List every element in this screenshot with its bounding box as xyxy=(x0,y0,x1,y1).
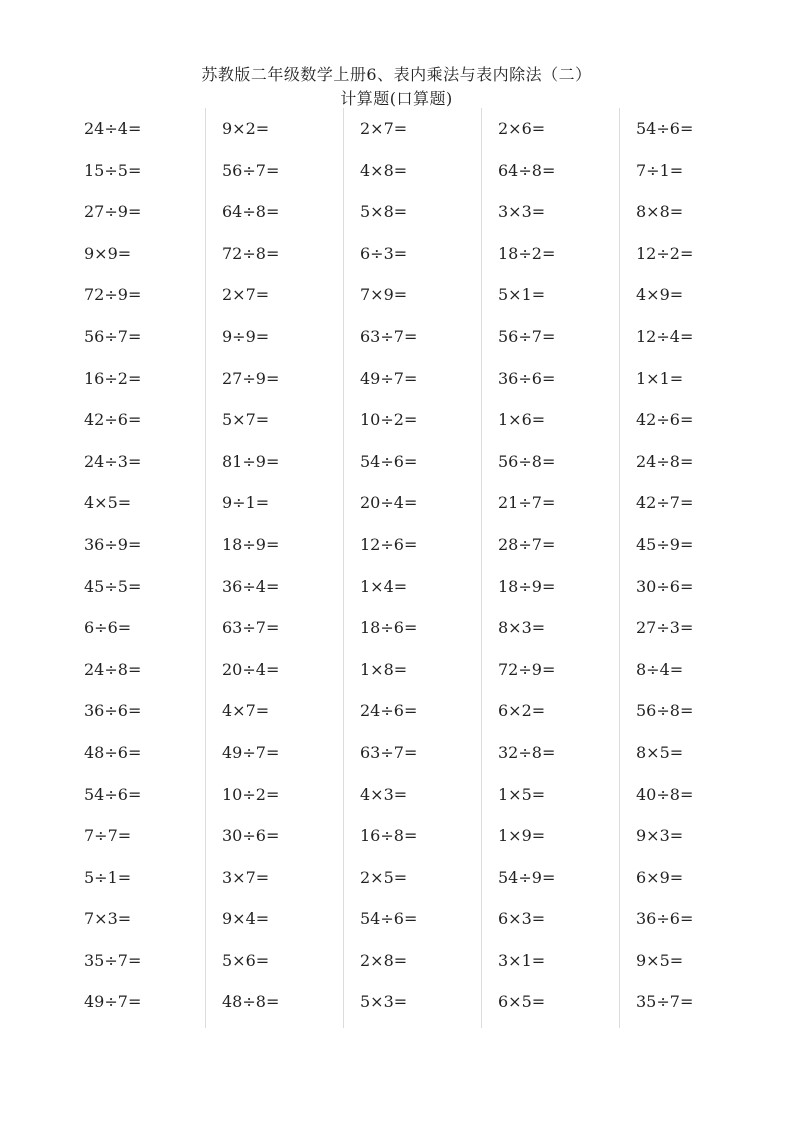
problem-item: 3×7= xyxy=(222,867,270,887)
problem-item: 1×9= xyxy=(498,826,546,846)
problem-item: 1×8= xyxy=(360,659,408,679)
problem-item: 24÷8= xyxy=(84,659,142,679)
problem-item: 2×5= xyxy=(360,867,408,887)
problem-item: 1×1= xyxy=(636,368,684,388)
problem-item: 54÷6= xyxy=(360,451,418,471)
problem-item: 18÷9= xyxy=(222,534,280,554)
problem-item: 4×7= xyxy=(222,701,270,721)
problem-item: 54÷6= xyxy=(84,784,142,804)
problem-column-1 xyxy=(68,108,206,1028)
problem-item: 6÷6= xyxy=(84,618,132,638)
problem-item: 30÷6= xyxy=(222,826,280,846)
problem-item: 32÷8= xyxy=(498,742,556,762)
problem-item: 42÷7= xyxy=(636,493,694,513)
problem-item: 8×8= xyxy=(636,202,684,222)
problem-item: 9×3= xyxy=(636,826,684,846)
problem-item: 40÷8= xyxy=(636,784,694,804)
problem-item: 64÷8= xyxy=(222,202,280,222)
problem-item: 5×1= xyxy=(498,285,546,305)
problem-item: 36÷4= xyxy=(222,576,280,596)
problem-item: 6×2= xyxy=(498,701,546,721)
problem-item: 35÷7= xyxy=(636,992,694,1012)
problem-item: 2×6= xyxy=(498,119,546,138)
problem-item: 42÷6= xyxy=(84,410,142,430)
problem-item: 3×1= xyxy=(498,950,546,970)
problem-item: 24÷3= xyxy=(84,451,142,471)
page-title: 苏教版二年级数学上册6、表内乘法与表内除法（二） xyxy=(201,65,592,84)
problem-item: 72÷9= xyxy=(498,659,556,679)
problem-item: 36÷9= xyxy=(84,534,142,554)
problem-item: 72÷9= xyxy=(84,285,142,305)
problem-item: 10÷2= xyxy=(360,410,418,430)
problem-item: 20÷4= xyxy=(222,659,280,679)
problem-item: 28÷7= xyxy=(498,534,556,554)
problem-item: 2×7= xyxy=(222,285,270,305)
problem-item: 12÷2= xyxy=(636,243,694,263)
problem-item: 5×6= xyxy=(222,950,270,970)
problem-item: 4×9= xyxy=(636,285,684,305)
problem-item: 5×3= xyxy=(360,992,408,1012)
problem-item: 35÷7= xyxy=(84,950,142,970)
problem-item: 1×6= xyxy=(498,410,546,430)
problem-item: 2×7= xyxy=(360,119,408,138)
problem-item: 16÷2= xyxy=(84,368,142,388)
problem-item: 6×9= xyxy=(636,867,684,887)
problem-column-5 xyxy=(620,108,758,1028)
problem-item: 42÷6= xyxy=(636,410,694,430)
problem-item: 27÷9= xyxy=(222,368,280,388)
problem-item: 27÷9= xyxy=(84,202,142,222)
problem-item: 24÷4= xyxy=(84,119,142,138)
problem-item: 45÷5= xyxy=(84,576,142,596)
problem-item: 49÷7= xyxy=(222,742,280,762)
problem-item: 64÷8= xyxy=(498,160,556,180)
problem-item: 54÷6= xyxy=(636,119,694,138)
problem-item: 9×5= xyxy=(636,950,684,970)
problem-item: 36÷6= xyxy=(498,368,556,388)
problem-item: 45÷9= xyxy=(636,534,694,554)
problem-item: 7÷7= xyxy=(84,826,132,846)
problem-item: 18÷2= xyxy=(498,243,556,263)
problem-item: 15÷5= xyxy=(84,160,142,180)
problem-item: 8÷4= xyxy=(636,659,684,679)
problem-item: 56÷7= xyxy=(222,160,280,180)
problem-item: 54÷6= xyxy=(360,909,418,929)
problem-item: 48÷6= xyxy=(84,742,142,762)
problem-item: 63÷7= xyxy=(360,326,418,346)
problem-item: 1×4= xyxy=(360,576,408,596)
problem-item: 8×5= xyxy=(636,742,684,762)
problem-item: 18÷6= xyxy=(360,618,418,638)
problem-item: 56÷7= xyxy=(84,326,142,346)
problem-item: 56÷8= xyxy=(636,701,694,721)
problem-item: 12÷6= xyxy=(360,534,418,554)
problem-item: 56÷7= xyxy=(498,326,556,346)
problem-item: 56÷8= xyxy=(498,451,556,471)
problem-item: 30÷6= xyxy=(636,576,694,596)
problem-item: 4×5= xyxy=(84,493,132,513)
problem-item: 20÷4= xyxy=(360,493,418,513)
problem-item: 9÷1= xyxy=(222,493,270,513)
problem-item: 10÷2= xyxy=(222,784,280,804)
problem-item: 2×8= xyxy=(360,950,408,970)
problem-item: 54÷9= xyxy=(498,867,556,887)
problem-item: 36÷6= xyxy=(636,909,694,929)
problem-item: 7×3= xyxy=(84,909,132,929)
problem-item: 21÷7= xyxy=(498,493,556,513)
problem-item: 5÷1= xyxy=(84,867,132,887)
problem-item: 9÷9= xyxy=(222,326,270,346)
problem-list xyxy=(636,118,693,1033)
page-subtitle: 计算题(口算题) xyxy=(340,89,453,108)
problem-item: 7÷1= xyxy=(636,160,684,180)
problem-item: 6×5= xyxy=(498,992,546,1012)
problem-item: 6×3= xyxy=(498,909,546,929)
problem-item: 1×5= xyxy=(498,784,546,804)
problem-item: 4×8= xyxy=(360,160,408,180)
problem-item: 81÷9= xyxy=(222,451,280,471)
problem-item: 63÷7= xyxy=(360,742,418,762)
problem-item: 18÷9= xyxy=(498,576,556,596)
problem-item: 24÷6= xyxy=(360,701,418,721)
problem-item: 49÷7= xyxy=(360,368,418,388)
problem-item: 36÷6= xyxy=(84,701,142,721)
problem-item: 8×3= xyxy=(498,618,546,638)
problem-item: 9×4= xyxy=(222,909,270,929)
problem-item: 72÷8= xyxy=(222,243,280,263)
problem-item: 27÷3= xyxy=(636,618,694,638)
problem-item: 5×8= xyxy=(360,202,408,222)
problem-item: 5×7= xyxy=(222,410,270,430)
problem-list xyxy=(498,118,555,1033)
problem-item: 16÷8= xyxy=(360,826,418,846)
problem-grid xyxy=(68,108,758,1028)
problem-item: 24÷8= xyxy=(636,451,694,471)
problem-item: 9×2= xyxy=(222,119,270,138)
problem-item: 6÷3= xyxy=(360,243,408,263)
problem-column-3 xyxy=(344,108,482,1028)
problem-column-2 xyxy=(206,108,344,1028)
problem-item: 12÷4= xyxy=(636,326,694,346)
problem-item: 4×3= xyxy=(360,784,408,804)
problem-column-4 xyxy=(482,108,620,1028)
problem-item: 7×9= xyxy=(360,285,408,305)
problem-list xyxy=(222,118,279,1033)
problem-item: 3×3= xyxy=(498,202,546,222)
problem-item: 49÷7= xyxy=(84,992,142,1012)
problem-item: 63÷7= xyxy=(222,618,280,638)
problem-item: 9×9= xyxy=(84,243,132,263)
problem-list xyxy=(84,118,141,1033)
problem-item: 48÷8= xyxy=(222,992,280,1012)
problem-list xyxy=(360,118,417,1033)
